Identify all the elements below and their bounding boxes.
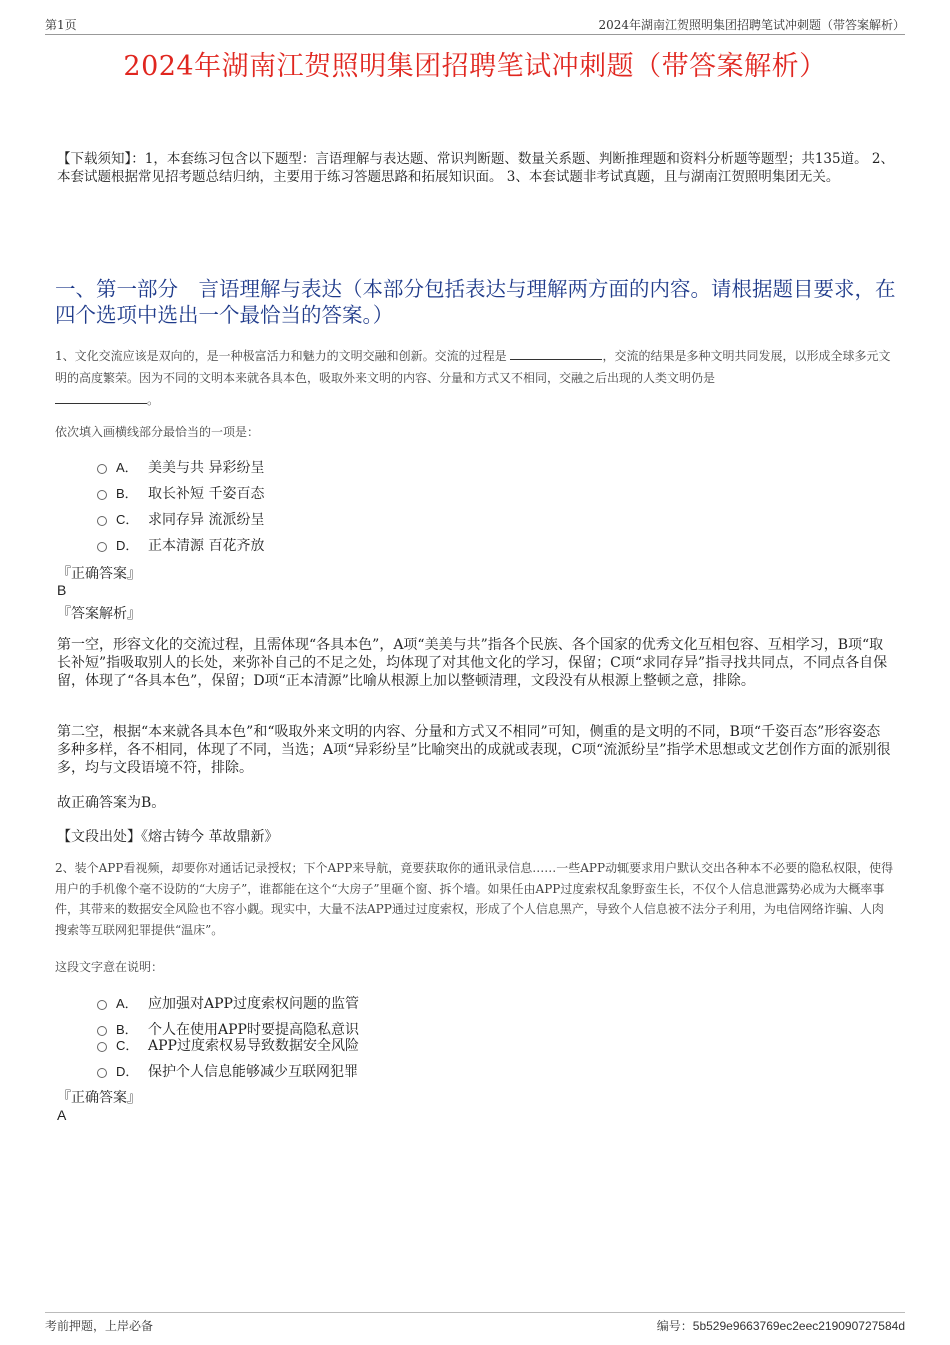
q1-source: 【文段出处】《熔古铸今 革故鼎新》 [57,829,279,845]
q1-analysis-label: 『答案解析』 [57,606,141,622]
q2-option-d[interactable] [97,1061,358,1079]
q1-prompt: 依次填入画横线部分最恰当的一项是： [55,425,260,439]
radio-icon[interactable] [97,1068,107,1078]
q1-analysis-1: 第一空，形容文化的交流过程，且需体现“各具本色”，A项“美美与共”指各个民族、各个国家的优秀文化互相包容、互相学习，B项“取长补短”指吸取别人的长处，来弥补自己的不足之处，均体现了对其他文化的学习，保留；C项“求同存异”指寻找共同点，不同点各自保留，体现了“各具本色”，保留；D项“正本清源”比喻从根源上加以整顿清理，文段没有从根源上整顿之意，排除。 [57,637,888,689]
q1-analysis-2: 第二空，根据“本来就各具本色”和“吸取外来文明的内容、分量和方式又不相同”可知，侧重的是文明的不同，B项“千姿百态”形容姿态多种多样，各不相同，体现了不同，当选；A项“异彩纷呈”比喻突出的成就或表现，C项“流派纷呈”指学术思想或文艺创作方面的派别很多，均与文段语境不符，排除。 [57,724,891,776]
q2-prompt: 这段文字意在说明： [55,960,164,974]
option-letter: D． [116,1064,139,1079]
option-text: 保护个人信息能够减少互联网犯罪 [148,1064,358,1080]
q2-answer: A [57,1107,67,1123]
radio-icon[interactable] [97,1042,107,1052]
q1-stem-part-a: 1、文化交流应该是双向的，是一种极富活力和魅力的文明交融和创新。交流的过程是 [55,349,507,363]
q2-option-a[interactable] [97,993,359,1011]
option-letter: C． [116,512,139,527]
q2-stem: 2、装个APP看视频，却要你对通话记录授权；下个APP来导航，竟要获取你的通讯录信息……一些APP动辄要求用户默认交出各种本不必要的隐私权限，使得用户的手机像个毫不设防的“大房子”，谁都能在这个“大房子”里砸个窗、拆个墙。如果任由APP过度索权乱象野蛮生长，不仅个人信息泄露势必成为大概率事件，其带来的数据安全风险也不容小觑。现实中，大量不法APP通过过度索权，形成了个人信息黑产，导致个人信息被不法分子利用，为电信网络诈骗、人肉搜索等互联网犯罪提供“温床”。 [55,861,894,937]
option-letter: B． [116,486,138,501]
option-letter: A． [116,996,138,1011]
radio-icon[interactable] [97,464,107,474]
q1-answer: B [57,582,67,598]
q1-blank-2 [55,391,147,404]
q1-option-a[interactable] [97,457,264,475]
q1-option-d[interactable] [97,535,264,553]
footer-slogan: 考前押题，上岸必备 [45,1319,154,1333]
option-text: 应加强对APP过度索权问题的监管 [148,996,359,1012]
footer-serial: 编号：5b529e9663769ec2eec219090727584d [656,1319,905,1333]
q2-option-c[interactable] [97,1035,359,1053]
option-letter: A． [116,460,138,475]
option-letter: C． [116,1038,139,1053]
option-text: 取长补短 千姿百态 [148,486,265,502]
option-text: 美美与共 异彩纷呈 [148,460,265,476]
section-heading: 一、第一部分 言语理解与表达（本部分包括表达与理解两方面的内容。请根据题目要求，在四个选项中选出一个最恰当的答案。） [55,277,896,327]
q1-option-c[interactable] [97,509,264,527]
radio-icon[interactable] [97,490,107,500]
q1-answer-label: 『正确答案』 [57,566,141,582]
option-text: 个人在使用APP时要提高隐私意识 [148,1022,359,1038]
option-letter: D． [116,538,139,553]
page-number: 第1页 [45,18,77,32]
page-title: 2024年湖南江贺照明集团招聘笔试冲刺题（带答案解析） [123,51,827,82]
header-doc-title: 2024年湖南江贺照明集团招聘笔试冲刺题（带答案解析） [598,18,905,32]
option-letter: B． [116,1022,138,1037]
radio-icon[interactable] [97,516,107,526]
option-text: 正本清源 百花齐放 [148,538,265,554]
radio-icon[interactable] [97,542,107,552]
radio-icon[interactable] [97,1000,107,1010]
page-header [45,14,905,35]
option-text: 求同存异 流派纷呈 [148,512,265,528]
option-text: APP过度索权易导致数据安全风险 [148,1038,359,1054]
download-notice: 【下载须知】：1，本套练习包含以下题型：言语理解与表达题、常识判断题、数量关系题、判断推理题和资料分析题等题型；共135道。 2、本套试题根据常见招考题总结归纳，主要用于练习答题思路和拓展知识面。 3、本套试题非考试真题，且与湖南江贺照明集团无关。 [57,151,894,185]
q1-stem [55,345,895,411]
q1-conclusion: 故正确答案为B。 [57,795,166,811]
q1-blank-1 [510,347,602,360]
q2-answer-label: 『正确答案』 [57,1090,141,1106]
q1-stem-part-b: ，交流的结果是多种文明共同发展，以形成全球多元文明的高度繁荣。因为不同的文明本来就各具本色，吸取外来文明的内容、分量和方式又不相同，交融之后出现的人类文明仍是 [55,349,891,385]
page-footer [45,1312,905,1333]
q1-option-b[interactable] [97,483,264,501]
q1-stem-part-c: 。 [147,393,160,407]
